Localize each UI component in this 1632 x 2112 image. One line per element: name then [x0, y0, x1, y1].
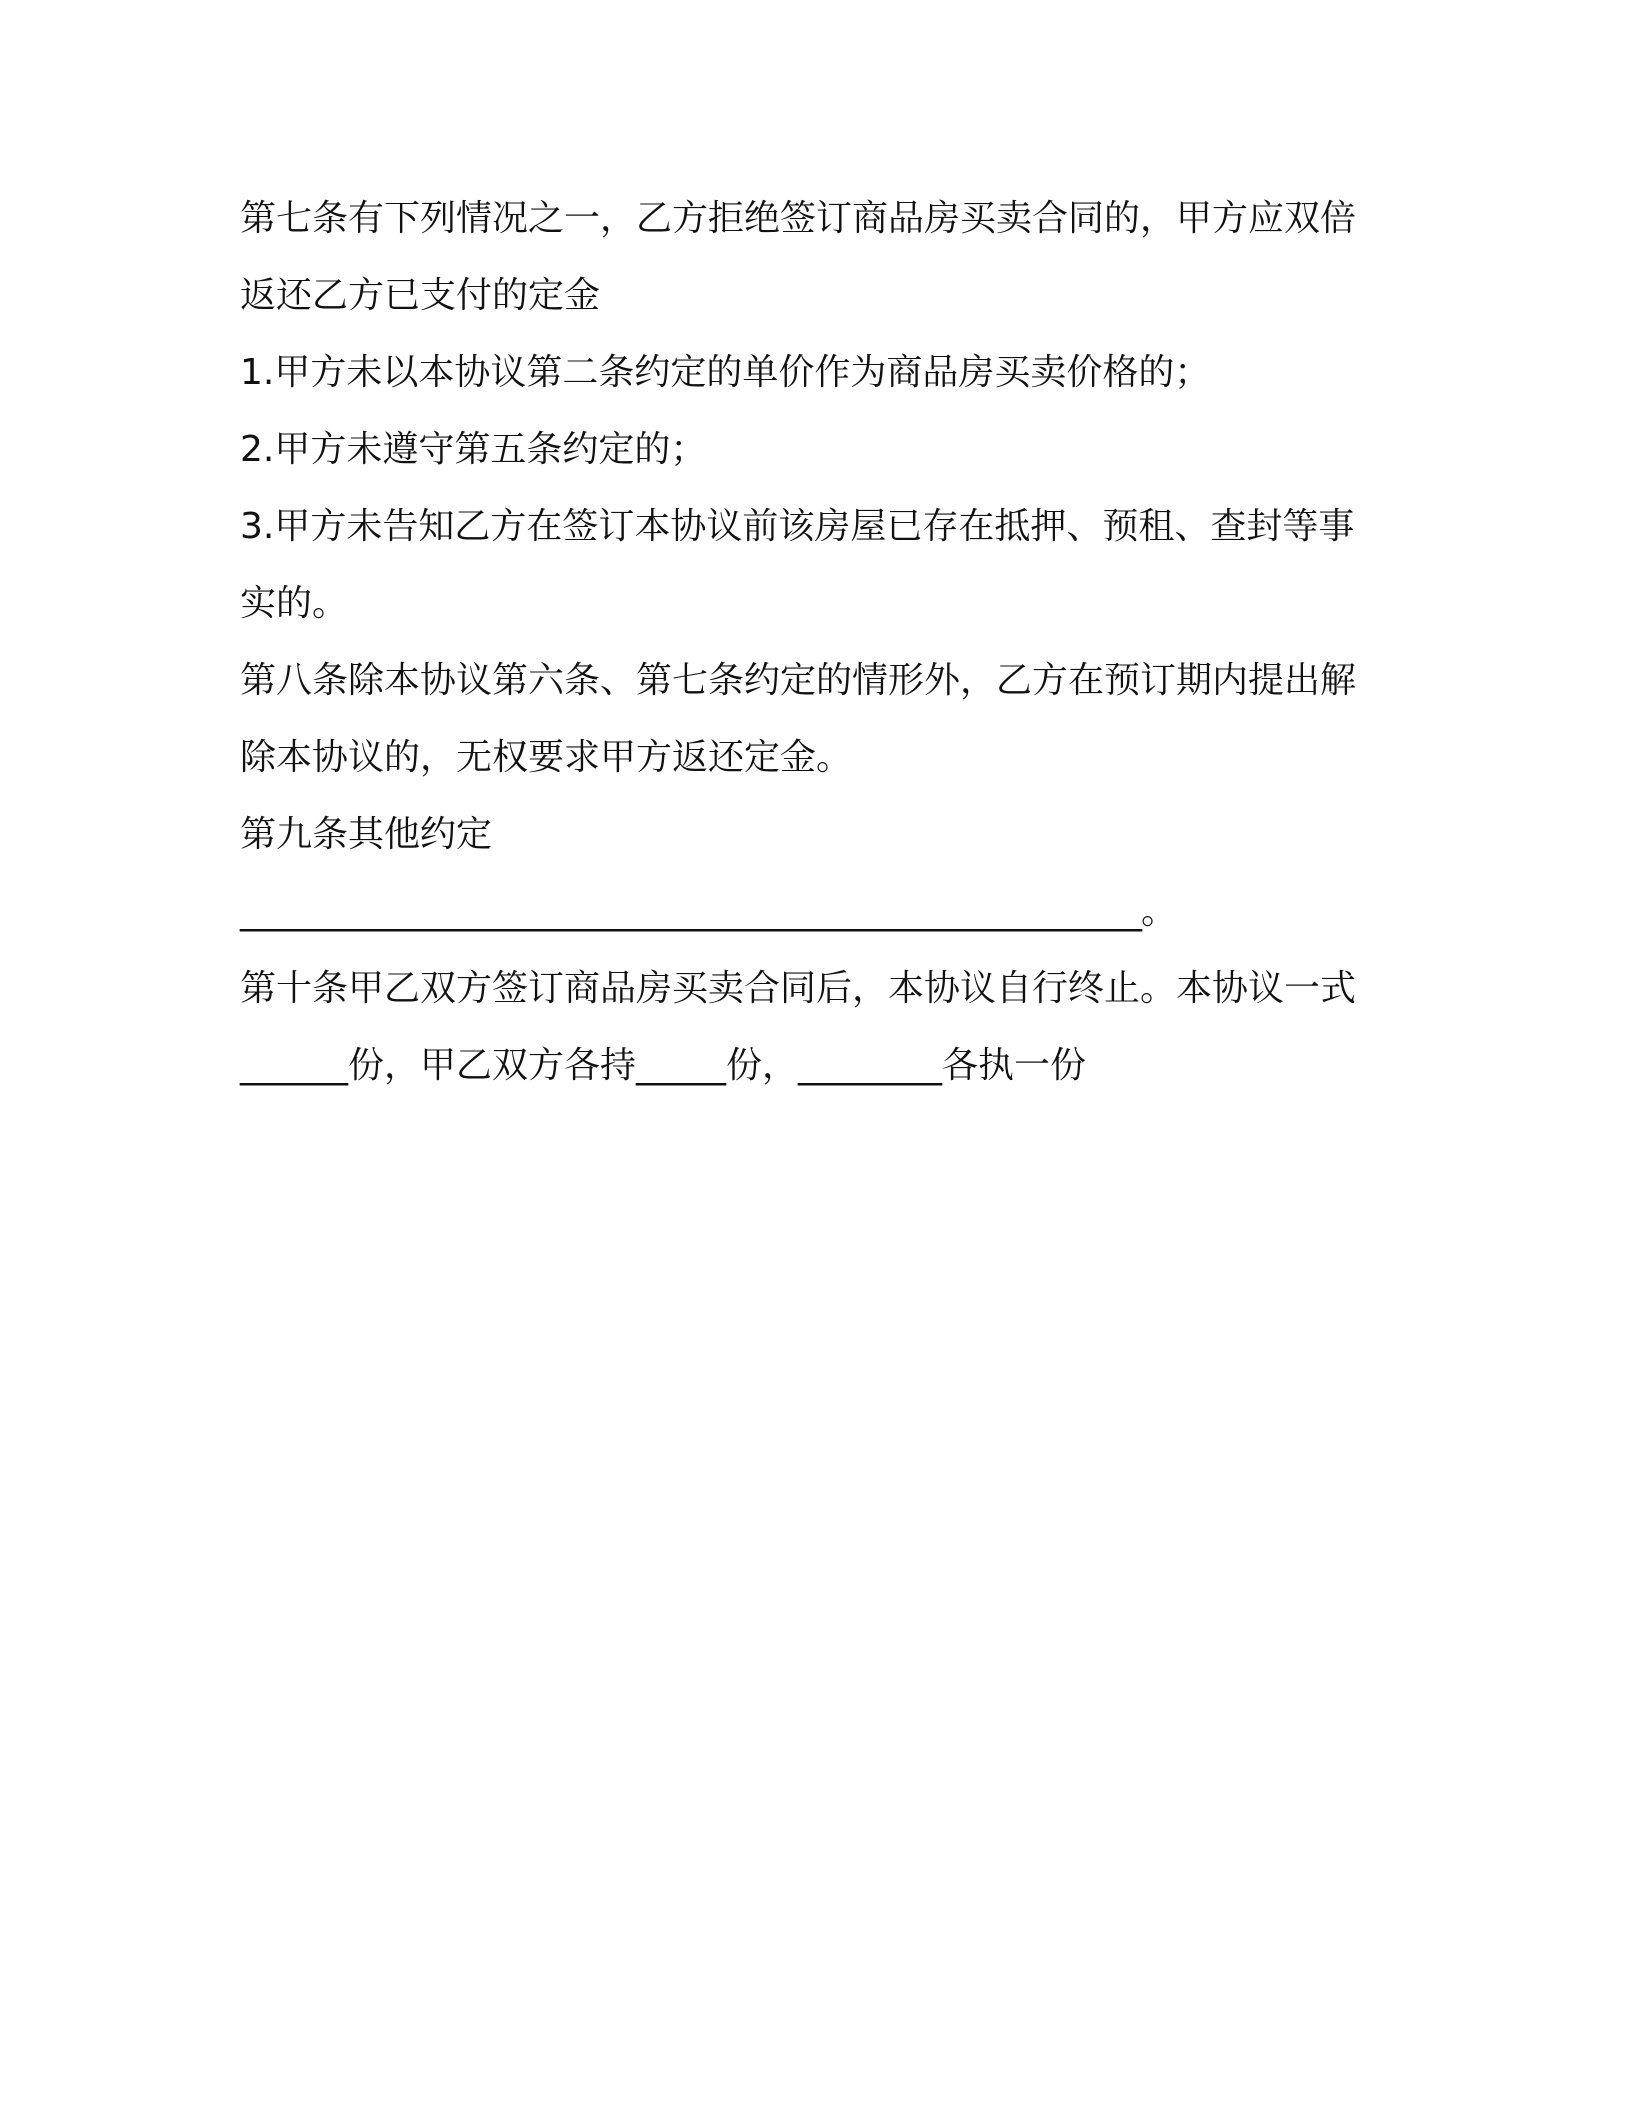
article-8-paragraph: 第八条除本协议第六条、第七条约定的情形外，乙方在预订期内提出解除本协议的，无权要求甲方返还定金。	[240, 660, 1357, 778]
article-7-item-2: 2.甲方未遵守第五条约定的；	[240, 429, 707, 470]
article-9-blank-line: _____________________________________________________。	[240, 891, 1176, 932]
article-7-item-1: 1.甲方未以本协议第二条约定的单价作为商品房买卖价格的；	[240, 352, 1211, 393]
article-10-paragraph: 第十条甲乙双方签订商品房买卖合同后，本协议自行终止。本协议一式______份，甲乙双方各持_____份，________各执一份	[240, 968, 1357, 1086]
article-7-item-3: 3.甲方未告知乙方在签订本协议前该房屋已存在抵押、预租、查封等事实的。	[240, 506, 1355, 624]
article-9-heading: 第九条其他约定	[240, 814, 493, 855]
document-body	[240, 180, 1360, 1104]
article-7-paragraph: 第七条有下列情况之一，乙方拒绝签订商品房买卖合同的，甲方应双倍返还乙方已支付的定金	[240, 198, 1357, 316]
